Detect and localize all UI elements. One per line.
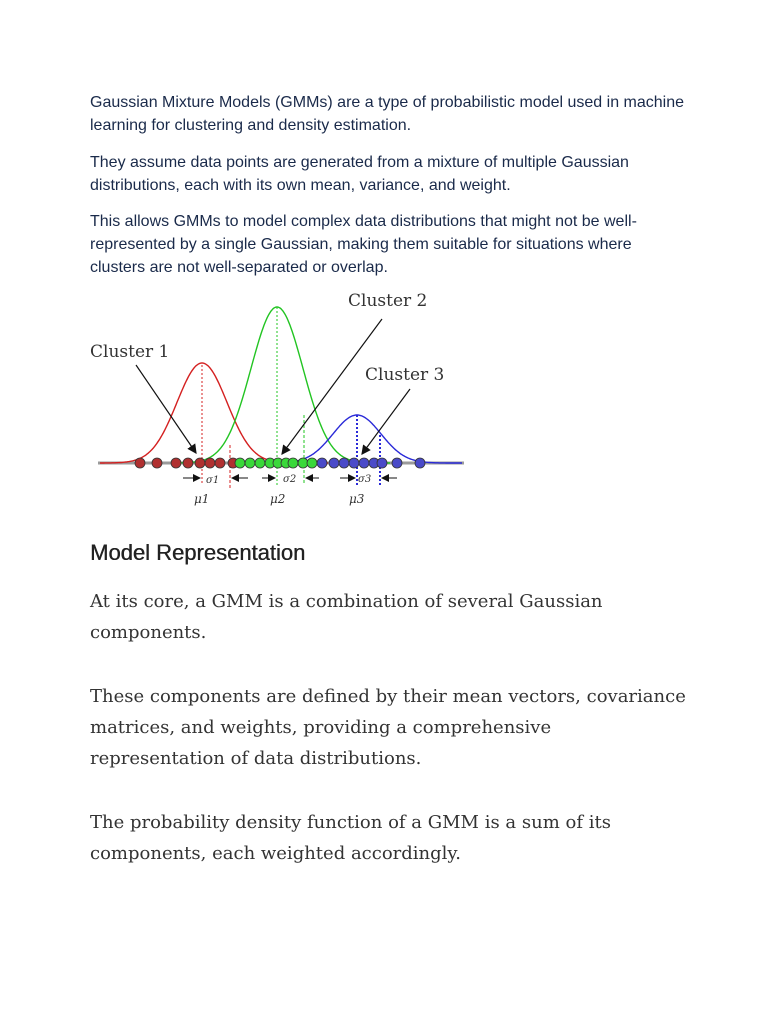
data-point [152, 458, 162, 468]
data-point [349, 458, 359, 468]
intro-paragraph-3: This allows GMMs to model complex data distributions that might not be well-represented by a single Gaussian, making them suitable for situations where clusters are not well-separated or overlap. [90, 213, 637, 276]
data-point [183, 458, 193, 468]
data-point [392, 458, 402, 468]
intro-paragraph-1: Gaussian Mixture Models (GMMs) are a type of probabilistic model used in machine learning for clustering and density estimation. [90, 94, 685, 134]
data-point [135, 458, 145, 468]
data-point [359, 458, 369, 468]
cluster-1-label: Cluster 1 [90, 342, 170, 362]
body-paragraph-1: At its core, a GMM is a combination of several Gaussian components. [90, 591, 603, 643]
mu-3-label: μ3 [349, 492, 365, 506]
data-points [135, 458, 425, 468]
data-point [298, 458, 308, 468]
data-point [245, 458, 255, 468]
data-point [415, 458, 425, 468]
cluster-2-curve [180, 307, 390, 463]
cluster-3-label: Cluster 3 [365, 365, 445, 385]
data-point [317, 458, 327, 468]
data-point [255, 458, 265, 468]
intro-paragraph-2: They assume data points are generated from a mixture of multiple Gaussian distributions, each with its own mean, variance, and weight. [90, 154, 629, 194]
data-point [377, 458, 387, 468]
section-heading: Model Representation [90, 540, 306, 565]
cluster-2-label: Cluster 2 [348, 291, 428, 311]
data-point [195, 458, 205, 468]
body-paragraph-3: The probability density function of a GMM is a sum of its components, each weighted accordingly. [90, 812, 611, 864]
cluster-2-pointer [282, 319, 382, 454]
sigma-3-label: σ3 [358, 474, 372, 485]
gmm-cluster-diagram [90, 285, 470, 510]
sigma-1-label: σ1 [206, 475, 220, 486]
sigma-2-label: σ2 [283, 474, 297, 485]
data-point [215, 458, 225, 468]
mu-1-label: μ1 [194, 492, 210, 506]
data-point [235, 458, 245, 468]
data-point [171, 458, 181, 468]
body-paragraph-2: These components are defined by their mean vectors, covariance matrices, and weights, providing a comprehensive representation of data distributions. [90, 686, 686, 769]
data-point [205, 458, 215, 468]
data-point [339, 458, 349, 468]
cluster-3-curve [260, 415, 462, 463]
cluster-1-curve [100, 363, 328, 463]
mu-2-label: μ2 [270, 492, 286, 506]
data-point [307, 458, 317, 468]
data-point [288, 458, 298, 468]
data-point [329, 458, 339, 468]
